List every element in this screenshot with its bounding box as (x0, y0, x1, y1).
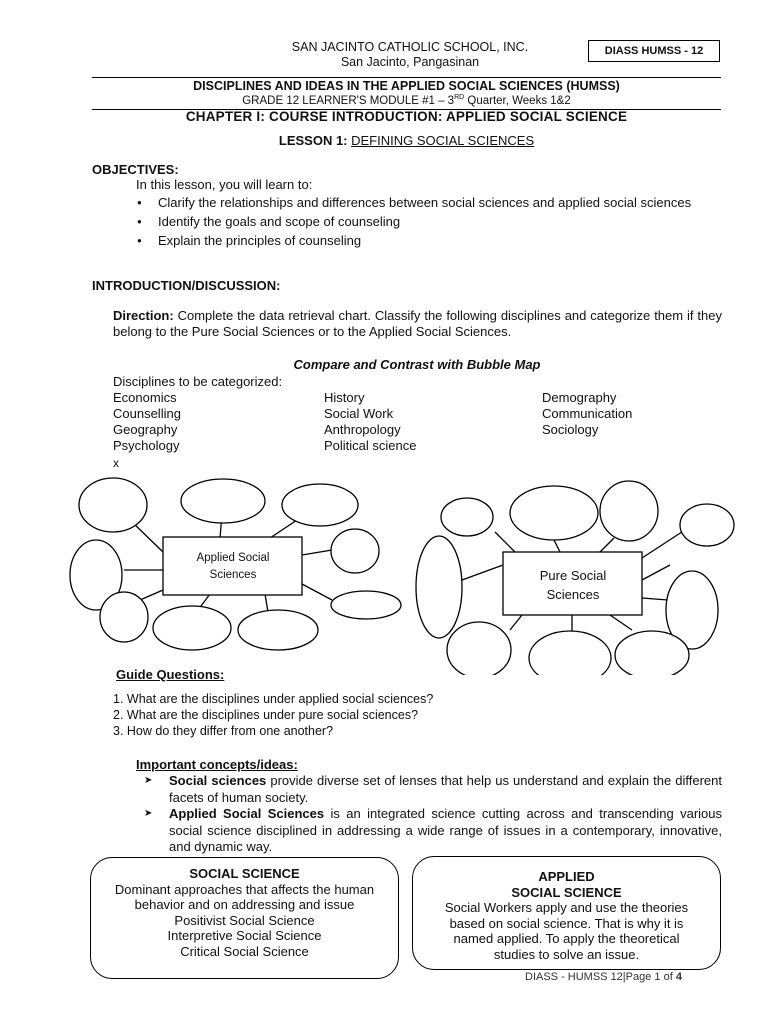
direction-paragraph (113, 308, 722, 340)
page-text: DIASS - HUMSS 12|Page 1 of (525, 971, 673, 983)
bubble (529, 631, 611, 675)
connector (302, 584, 332, 600)
bubble (447, 622, 511, 675)
lesson-label: LESSON 1: (278, 133, 348, 148)
applied-center-line1: Applied Social (196, 552, 270, 564)
page-total: 4 (675, 971, 682, 983)
lesson-title: DEFINING SOCIAL SCIENCES (351, 133, 535, 148)
concepts-heading: Important concepts/ideas: (136, 757, 298, 772)
objectives-intro: In this lesson, you will learn to: (136, 177, 313, 192)
concept-item (138, 806, 722, 856)
connector (265, 594, 268, 612)
bubble (615, 631, 689, 675)
objective-item: ● Clarify the relationships and differences between social sciences and applied social sciences (135, 195, 722, 211)
discipline-item: Demography (542, 390, 617, 405)
objective-item: ● Explain the principles of counseling (135, 233, 722, 249)
concept-item (138, 773, 722, 806)
disciplines-column-3 (542, 390, 632, 438)
objectives-list (135, 195, 722, 252)
discipline-item: Social Work (324, 406, 394, 421)
pure-center-line1: Pure Social (539, 568, 607, 583)
connector (642, 565, 670, 580)
pure-center-line2: Sciences (546, 587, 600, 602)
direction-text: Complete the data retrieval chart. Classify the following disciplines and categorize them if they belong to the Pure Social Sciences or to the Applied Social Sciences. (113, 308, 722, 339)
concept-term: Social sciences (169, 773, 267, 788)
concept-text: is an integrated science cutting across and transcending various social science disciplined in addressing a wide range of issues in a contemporary, innovative, and dynamic way. (169, 806, 722, 854)
bubble (441, 498, 493, 536)
course-title: DISCIPLINES AND IDEAS IN THE APPLIED SOCIAL SCIENCES (HUMSS) (193, 79, 620, 93)
applied-title-line1: APPLIED (538, 869, 595, 884)
bubble (680, 504, 734, 546)
bubble (238, 610, 318, 650)
social-science-text: Dominant approaches that affects the human behavior and on addressing and issue (114, 881, 375, 912)
connector (140, 590, 163, 600)
guide-question: 3. How do they differ from one another? (113, 724, 334, 738)
discipline-item: History (324, 390, 365, 405)
subject-tag: DIASS HUMSS - 12 (588, 40, 720, 62)
connector (302, 550, 332, 555)
chapter-title: CHAPTER I: COURSE INTRODUCTION: APPLIED SOCIAL SCIENCE (185, 109, 628, 124)
social-science-box (90, 857, 399, 979)
concepts-list (138, 773, 722, 856)
bubble (331, 591, 401, 619)
connector (495, 532, 515, 552)
guide-question: 2. What are the disciplines under pure social sciences? (113, 708, 419, 722)
guide-question: 1. What are the disciplines under applied social sciences? (113, 692, 434, 706)
applied-center-line2: Sciences (209, 569, 257, 581)
header-rule (92, 77, 721, 78)
concept-term: Applied Social Sciences (169, 806, 325, 821)
discipline-item: Anthropology (324, 422, 401, 437)
applied-social-science-box (412, 856, 721, 970)
social-science-approach: Interpretive Social Science (167, 928, 322, 943)
connector (510, 615, 522, 630)
arrow-bullet-icon: ➤ (144, 808, 153, 819)
disciplines-intro: Disciplines to be categorized: (113, 374, 283, 389)
discipline-item: Political science (324, 438, 417, 453)
activity-title: Compare and Contrast with Bubble Map (293, 357, 541, 372)
pure-center-box (503, 552, 642, 615)
objectives-heading: OBJECTIVES: (92, 162, 179, 177)
stray-mark: x (113, 456, 119, 470)
connector (554, 540, 560, 552)
direction-label: Direction: (113, 308, 174, 323)
connector (610, 615, 632, 630)
module-suffix: Quarter, Weeks 1&2 (464, 94, 571, 107)
module-line (92, 94, 721, 107)
discipline-item: Counselling (113, 406, 181, 421)
applied-center-box (163, 537, 302, 595)
connector (462, 565, 503, 580)
connector (600, 538, 614, 552)
bubble (600, 481, 658, 541)
lesson-title-line (92, 133, 721, 148)
discipline-item: Psychology (113, 438, 180, 453)
social-science-approach: Positivist Social Science (174, 912, 315, 928)
school-location: San Jacinto, Pangasinan (340, 55, 480, 69)
bubble-maps (0, 470, 768, 675)
page-footer (525, 971, 682, 983)
module-prefix: GRADE 12 LEARNER'S MODULE #1 – 3 (242, 94, 455, 107)
bubble (79, 478, 147, 532)
discipline-item: Economics (113, 390, 177, 405)
guide-questions (113, 691, 723, 739)
applied-bubble-map (70, 478, 401, 650)
bubble (181, 479, 265, 523)
school-name: SAN JACINTO CATHOLIC SCHOOL, INC. (291, 40, 529, 54)
applied-title-line2: SOCIAL SCIENCE (511, 884, 622, 900)
concept-text: provide diverse set of lenses that help us understand and explain the different facets of human society. (169, 773, 722, 805)
bubble (100, 592, 148, 642)
social-science-approach: Critical Social Science (180, 943, 309, 959)
disciplines-column-1 (113, 390, 181, 454)
bubble (153, 606, 231, 650)
bubble (416, 536, 462, 638)
bubble (282, 484, 358, 526)
disciplines-column-2 (324, 390, 417, 454)
discipline-item: Geography (113, 422, 178, 437)
connector (642, 598, 668, 600)
discipline-item: Communication (542, 406, 633, 421)
module-sup: RD (454, 94, 465, 101)
bubble (510, 486, 598, 540)
discipline-item: Sociology (542, 422, 599, 437)
bubble (331, 529, 379, 573)
applied-text: Social Workers apply and use the theories based on social science. That is why it is named applied. To apply the theoretical studies to solve an issue. (444, 900, 689, 962)
social-science-title: SOCIAL SCIENCE (189, 866, 300, 881)
arrow-bullet-icon: ➤ (144, 775, 153, 786)
guide-heading: Guide Questions: (116, 667, 225, 682)
discussion-heading: INTRODUCTION/DISCUSSION: (92, 278, 281, 293)
objective-item: ● Identify the goals and scope of counseling (135, 214, 722, 230)
